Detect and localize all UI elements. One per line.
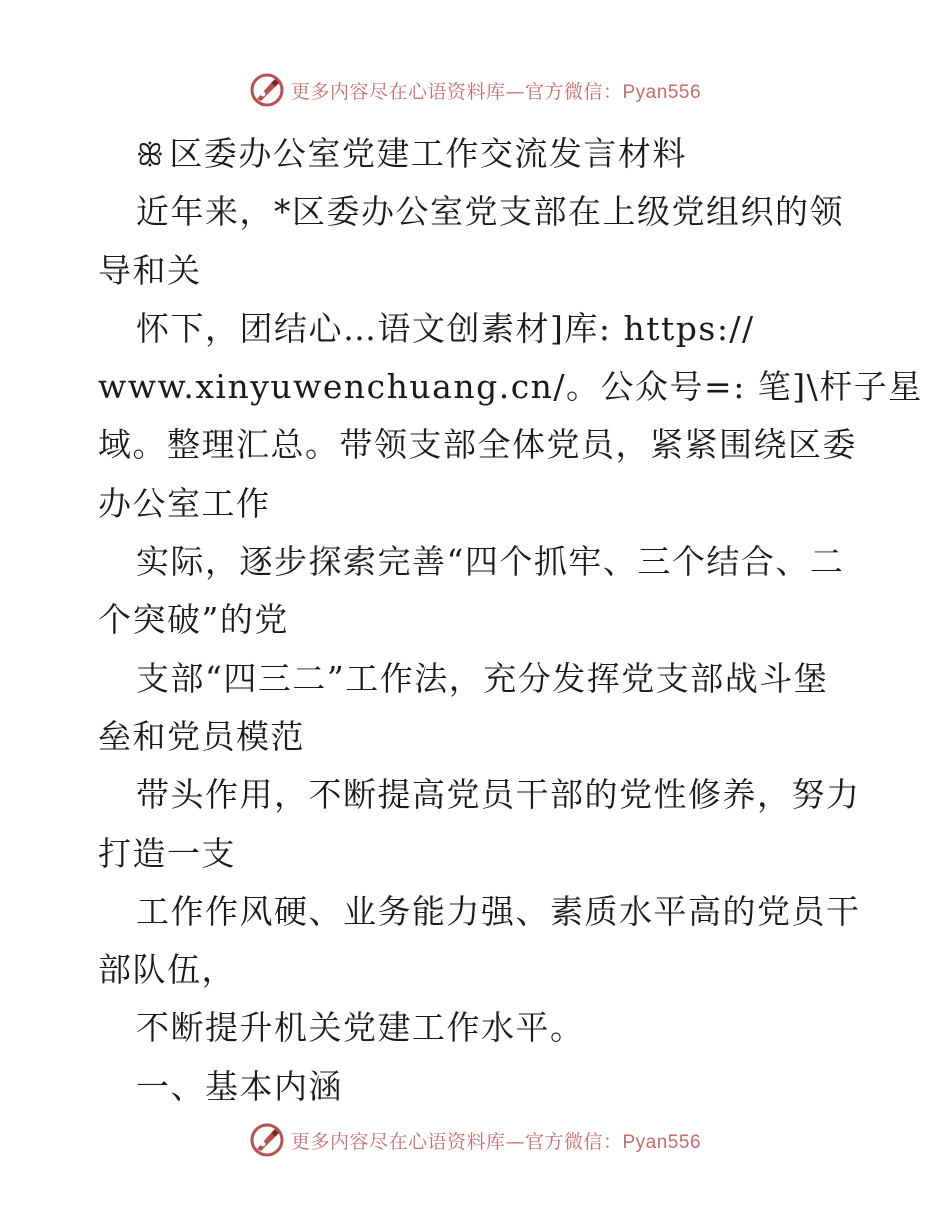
text-line: 工作作风硬、业务能力强、素质水平高的党员干 — [136, 891, 861, 931]
wechat-id: Pyan556 — [622, 1131, 702, 1153]
text-line: 垒和党员模范 — [98, 716, 305, 756]
text-line: 办公室工作 — [98, 483, 271, 523]
text-line: 导和关 — [98, 250, 202, 290]
text-line: 实际，逐步探索完善“四个抓牢、三个结合、二 — [136, 542, 845, 582]
text-line: 域。整理汇总。带领支部全体党员，紧紧围绕区委 — [98, 425, 857, 465]
title-text: 区委办公室党建工作交流发言材料 — [169, 134, 687, 173]
pen-logo-icon — [249, 72, 285, 108]
banner-text: 更多内容尽在心语资料库—官方微信：Pyan556 — [290, 1130, 702, 1153]
flourish-icon: ꕥ — [136, 138, 166, 173]
text-line: 部队伍， — [98, 950, 236, 990]
text-line: 个突破”的党 — [98, 600, 289, 640]
pen-logo-icon — [249, 1122, 285, 1158]
text-line: 不断提升机关党建工作水平。 — [136, 1008, 585, 1048]
banner-text: 更多内容尽在心语资料库—官方微信：Pyan556 — [290, 80, 702, 103]
text-line: 怀下，团结心…语文创素材]库: https:// — [136, 308, 755, 348]
wechat-id: Pyan556 — [622, 81, 702, 103]
document-title — [98, 125, 858, 183]
text-line: 带头作用，不断提高党员干部的党性修养，努力 — [136, 775, 861, 815]
header-banner — [0, 70, 950, 110]
document-body — [98, 125, 923, 1116]
text-line: 打造一支 — [98, 833, 236, 873]
text-line: www.xinyuwenchuang.cn/。公众号=: 笔]\杆子星 — [98, 367, 923, 407]
text-line: 近年来，*区委办公室党支部在上级党组织的领 — [136, 192, 844, 232]
text-line: 一、基本内涵 — [136, 1066, 343, 1106]
footer-banner — [0, 1120, 950, 1160]
text-line: 支部“四三二”工作法，充分发挥党支部战斗堡 — [136, 658, 829, 698]
